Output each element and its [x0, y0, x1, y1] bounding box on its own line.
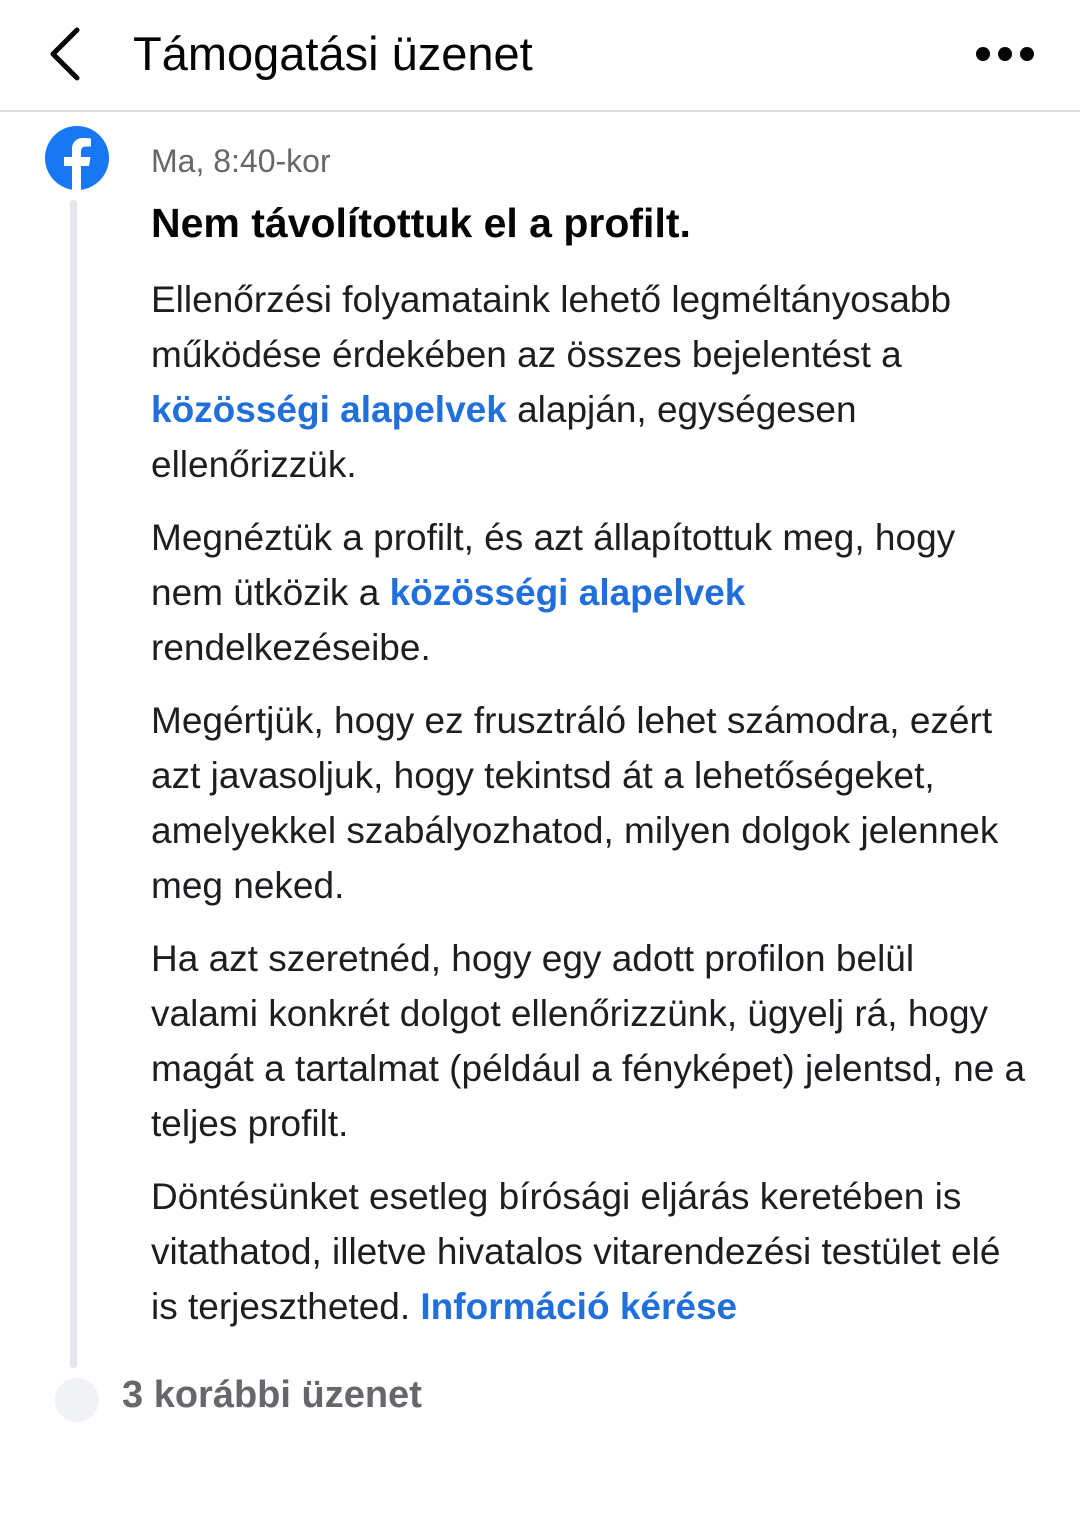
paragraph-1: [151, 272, 1031, 492]
message-title: Nem távolítottuk el a profilt.: [151, 200, 691, 246]
community-standards-link[interactable]: közösségi alapelvek: [389, 572, 746, 613]
paragraph-text: rendelkezéseibe.: [151, 627, 431, 668]
paragraph-text: Megnéztük a profilt, és azt állapítottuk meg, hogy nem ütközik a: [151, 517, 956, 613]
page-title: Támogatási üzenet: [133, 27, 533, 80]
community-standards-link[interactable]: közösségi alapelvek: [151, 389, 507, 430]
thread-line: [70, 200, 77, 1368]
paragraph-5: [151, 1169, 1031, 1334]
earlier-messages-button[interactable]: 3 korábbi üzenet: [122, 1374, 422, 1416]
top-bar: [0, 0, 1080, 112]
more-dots-icon: [975, 46, 1035, 62]
paragraph-4: Ha azt szeretnéd, hogy egy adott profilon belül valami konkrét dolgot ellenőrizzünk, ügyelj rá, hogy magát a tartalmat (például a fényképet) jelentsd, ne a teljes profilt.: [151, 938, 1026, 1144]
request-information-link[interactable]: Információ kérése: [420, 1286, 738, 1327]
earlier-messages-dot: [55, 1378, 99, 1422]
back-button[interactable]: [30, 16, 100, 92]
paragraph-3: Megértjük, hogy ez frusztráló lehet számodra, ezért azt javasoljuk, hogy tekintsd át a lehetőségeket, amelyekkel szabályozhatod, milyen dolgok jelennek meg neked.: [151, 700, 999, 906]
chevron-left-icon: [45, 24, 85, 84]
more-options-button[interactable]: [962, 22, 1048, 86]
paragraph-text: alapján, egységesen ellenőrizzük.: [151, 389, 857, 485]
facebook-logo-icon: [44, 125, 110, 191]
paragraph-2: [151, 510, 1031, 675]
paragraph-text: Ellenőrzési folyamataink lehető legméltányosabb működése érdekében az összes bejelentést a: [151, 279, 952, 375]
message-body: [151, 272, 1031, 1352]
message-timestamp: Ma, 8:40-kor: [151, 143, 331, 179]
paragraph-text: Döntésünket esetleg bírósági eljárás keretében is vitathatod, illetve hivatalos vitarendezési testület elé is terjesztheted.: [151, 1176, 1001, 1327]
